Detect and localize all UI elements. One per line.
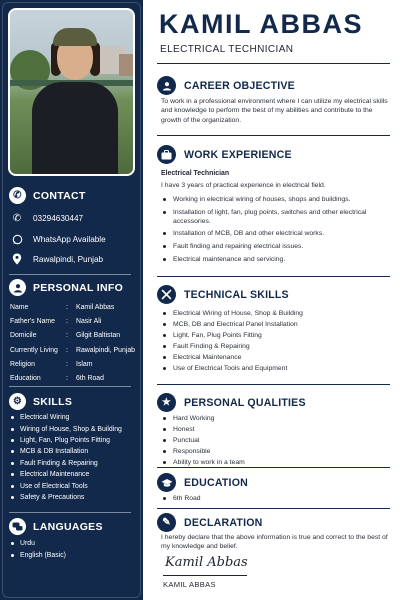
info-row: Education : 6th Road [10,371,138,385]
divider [157,276,390,277]
list-item: MCB, DB and Electrical Panel Installation [161,320,389,329]
divider [157,135,390,136]
info-label: Name [10,303,29,311]
info-value: Gilgit Baltistan [76,332,121,340]
declaration-heading [157,513,263,532]
technical-skills-heading [157,285,289,304]
list-item: Light, Fan, Plug Points Fitting [11,435,122,446]
list-item: Ability to work in a team [161,458,389,467]
skills-heading-label: SKILLS [33,395,73,408]
signature: Kamil Abbas [165,555,248,570]
info-value: Kamil Abbas [76,303,115,311]
declaration-heading-label: DECLARATION [184,516,263,529]
signature-line [163,575,247,576]
work-experience-heading-label: WORK EXPERIENCE [184,148,292,161]
divider [9,386,131,387]
info-value: Rawalpindi, Punjab [76,346,135,354]
skills-heading [9,393,72,410]
list-item: Fault Finding & Repairing [161,342,389,351]
education-heading [157,473,248,492]
info-row: Name : Kamil Abbas [10,300,138,314]
divider [9,512,131,513]
list-item: Use of Electrical Tools and Equipment [161,364,389,373]
contact-location-value: Rawalpindi, Punjab [33,254,104,264]
info-row: Currently Living : Rawalpindi, Punjab [10,343,138,357]
contact-phone[interactable] [11,212,83,224]
personal-info-heading-label: PERSONAL INFO [33,281,124,294]
personal-qualities-heading [157,393,306,412]
info-label: Father's Name [10,317,55,325]
work-duties-list [161,195,389,267]
contact-whatsapp[interactable] [11,233,106,245]
list-item: 6th Road [161,494,389,503]
list-item: Electrical Maintenance [161,353,389,362]
graduation-cap-icon [157,473,176,492]
info-row: Domicile : Gilgit Baltistan [10,329,138,343]
info-value: Islam [76,360,93,368]
divider [157,508,390,509]
info-value: Nasir Ali [76,317,102,325]
user-icon [157,76,176,95]
list-item: Installation of MCB, DB and other electrical works. [161,229,389,238]
contact-heading-label: CONTACT [33,189,86,202]
career-objective-text: To work in a professional environment where I can utilize my electrical skills and knowledge to perform the best of my abilities and contribute to the growth of the organization. [161,98,388,124]
work-summary: I have 3 years of practical experience in electrical field. [161,182,326,189]
divider [157,384,390,385]
list-item: Fault Finding & Repairing [11,458,122,469]
info-row: Religion : Islam [10,357,138,371]
education-list [161,494,389,507]
profile-photo [8,8,135,176]
languages-list [11,538,66,561]
info-value: 6th Road [76,375,104,383]
list-item: Electrical Wiring [11,412,122,423]
info-label: Education [10,375,41,383]
languages-heading [9,518,103,535]
chat-bubbles-icon [9,518,26,535]
sidebar [0,0,143,600]
list-item: Urdu [11,538,66,549]
list-item: Use of Electrical Tools [11,480,122,491]
career-objective-heading-label: CAREER OBJECTIVE [184,79,295,92]
education-heading-label: EDUCATION [184,476,248,489]
list-item: Responsible [161,447,389,456]
divider [157,467,390,468]
list-item: Fault finding and repairing electrical issues. [161,242,389,251]
contact-location [11,253,103,265]
list-item: Wiring of House, Shop & Building [11,423,122,434]
phone-icon: ✆ [9,187,26,204]
pen-icon: ✎ [157,513,176,532]
list-item: Hard Working [161,414,389,423]
briefcase-icon [157,145,176,164]
list-item: Electrical Maintenance [11,469,122,480]
contact-whatsapp-value: WhatsApp Available [33,234,106,244]
list-item: Working in electrical wiring of houses, shops and buildings. [161,195,389,204]
list-item: Safety & Precautions [11,492,122,503]
list-item: English (Basic) [11,549,66,560]
info-label: Currently Living [10,346,58,354]
signature-name: KAMIL ABBAS [163,580,216,589]
divider [157,63,390,64]
list-item: Electrical maintenance and servicing. [161,255,389,264]
star-icon: ★ [157,393,176,412]
divider [9,274,131,275]
info-label: Domicile [10,332,37,340]
declaration-text: I hereby declare that the above information is true and correct to the best of my knowledge and belief. [161,534,388,551]
list-item: Punctual [161,436,389,445]
personal-qualities-list [161,414,389,469]
info-label: Religion [10,360,35,368]
personal-info-table [10,300,138,386]
whatsapp-icon [11,233,23,245]
career-objective-heading [157,76,295,95]
contact-phone-value: 03294630447 [33,213,84,223]
contact-heading [9,187,86,204]
technical-skills-list [161,309,389,376]
main-column [143,0,400,600]
work-position: Electrical Technician [161,170,230,177]
list-item: Installation of light, fan, plug points, switches and other electrical accessories. [161,208,389,227]
candidate-name: KAMIL ABBAS [159,9,363,39]
skills-list [11,412,122,503]
location-pin-icon [11,253,23,265]
phone-icon: ✆ [12,212,22,224]
list-item: Honest [161,425,389,434]
list-item: Light, Fan, Plug Points Fitting [161,331,389,340]
user-icon [9,279,26,296]
job-title: ELECTRICAL TECHNICIAN [160,44,294,55]
personal-info-heading [9,279,123,296]
technical-skills-heading-label: TECHNICAL SKILLS [184,288,289,301]
gear-icon: ⚙ [9,393,26,410]
list-item: Electrical Wiring of House, Shop & Building [161,309,389,318]
languages-heading-label: LANGUAGES [33,520,103,533]
work-experience-heading [157,145,292,164]
info-row: Father's Name : Nasir Ali [10,314,138,328]
list-item: MCB & DB Installation [11,446,122,457]
tools-icon [157,285,176,304]
personal-qualities-heading-label: PERSONAL QUALITIES [184,396,306,409]
